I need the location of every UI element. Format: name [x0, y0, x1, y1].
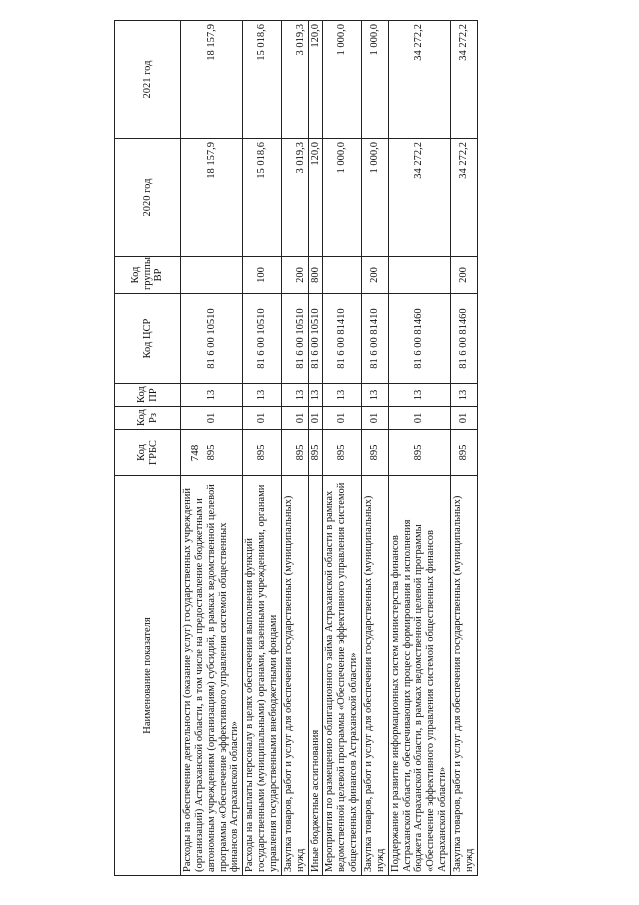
table-row	[281, 21, 308, 876]
cell-grbs: 895	[181, 430, 243, 476]
cell-2021: 1 000,0	[362, 21, 389, 139]
cell-pr: 13	[243, 384, 282, 407]
cell-csr: 81 6 00 81410	[323, 294, 362, 384]
header-2020: 2020 год	[115, 139, 181, 257]
cell-2021: 15 018,6	[243, 21, 282, 139]
table-row	[323, 21, 362, 876]
cell-2020: 1 000,0	[362, 139, 389, 257]
cell-2020: 15 018,6	[243, 139, 282, 257]
cell-name: Закупка товаров, работ и услуг для обеспечения государственных (муниципальных) нужд	[362, 476, 389, 876]
cell-grbs: 895	[308, 430, 323, 476]
header-pr: Код ПР	[115, 384, 181, 407]
cell-rz: 01	[323, 407, 362, 430]
cell-pr: 13	[281, 384, 308, 407]
cell-2020: 18 157,9	[181, 139, 243, 257]
cell-pr: 13	[451, 384, 478, 407]
cell-name: Иные бюджетные ассигнования	[308, 476, 323, 876]
header-rz: Код Рз	[115, 407, 181, 430]
cell-pr: 13	[323, 384, 362, 407]
cell-name: Мероприятия по размещению облигационного займа Астраханской области в рамках ведомственной целевой программы «Обеспечение эффективного управления системой общественных финансов Астраханской области»	[323, 476, 362, 876]
table-row	[308, 21, 323, 876]
table-row	[362, 21, 389, 876]
cell-vr	[323, 257, 362, 294]
table-row	[388, 21, 450, 876]
table-row	[243, 21, 282, 876]
cell-rz: 01	[388, 407, 450, 430]
cell-vr: 200	[451, 257, 478, 294]
table-row	[451, 21, 478, 876]
cell-csr: 81 6 00 10510	[181, 294, 243, 384]
cell-2021: 1 000,0	[323, 21, 362, 139]
cell-2020: 120,0	[308, 139, 323, 257]
cell-2020: 34 272,2	[451, 139, 478, 257]
cell-grbs: 895	[243, 430, 282, 476]
header-grbs: Код ГРБС	[115, 430, 181, 476]
cell-name: Расходы на выплаты персоналу в целях обеспечения выполнения функций государственными (муниципальными) органами, казенными учреждениями, органами управления государственными внебюджетными фондами	[243, 476, 282, 876]
header-2021: 2021 год	[115, 21, 181, 139]
cell-rz: 01	[451, 407, 478, 430]
table-row	[181, 21, 243, 876]
cell-pr: 13	[388, 384, 450, 407]
cell-vr: 200	[362, 257, 389, 294]
cell-rz: 01	[362, 407, 389, 430]
header-csr: Код ЦСР	[115, 294, 181, 384]
cell-name: Расходы на обеспечение деятельности (оказание услуг) государственных учреждений (организаций) Астраханской области, в том числе на предоставление бюджетным и автономным учреждениям (организациям) субсидий, в рамках ведомственной целевой программы «Обеспечение эффективного управления системой общественных финансов Астраханской области»	[181, 476, 243, 876]
rotated-page	[114, 21, 542, 876]
cell-grbs: 895	[451, 430, 478, 476]
cell-grbs: 895	[362, 430, 389, 476]
budget-table	[114, 20, 478, 876]
page-number: 748	[189, 444, 201, 462]
cell-grbs: 895	[388, 430, 450, 476]
cell-2020: 1 000,0	[323, 139, 362, 257]
cell-csr: 81 6 00 81460	[451, 294, 478, 384]
cell-csr: 81 6 00 10510	[308, 294, 323, 384]
cell-name: Поддержание и развитие информационных систем министерства финансов Астраханской области, обеспечивающих процесс формирования и исполнения бюджета Астраханской области, в рамках ведомственной целевой программы «Обеспечение эффективного управления системой общественных финансов Астраханской области»	[388, 476, 450, 876]
cell-grbs: 895	[281, 430, 308, 476]
cell-rz: 01	[243, 407, 282, 430]
cell-vr: 800	[308, 257, 323, 294]
cell-rz: 01	[281, 407, 308, 430]
cell-2020: 34 272,2	[388, 139, 450, 257]
cell-vr: 200	[281, 257, 308, 294]
cell-grbs: 895	[323, 430, 362, 476]
cell-vr: 100	[243, 257, 282, 294]
cell-vr	[181, 257, 243, 294]
cell-2020: 3 019,3	[281, 139, 308, 257]
cell-2021: 34 272,2	[451, 21, 478, 139]
cell-csr: 81 6 00 10510	[243, 294, 282, 384]
header-name: Наименование показателя	[115, 476, 181, 876]
cell-vr	[388, 257, 450, 294]
table-header-row	[115, 21, 181, 876]
cell-name: Закупка товаров, работ и услуг для обеспечения государственных (муниципальных) нужд	[281, 476, 308, 876]
cell-2021: 34 272,2	[388, 21, 450, 139]
cell-pr: 13	[181, 384, 243, 407]
cell-csr: 81 6 00 81460	[388, 294, 450, 384]
cell-rz: 01	[308, 407, 323, 430]
cell-csr: 81 6 00 81410	[362, 294, 389, 384]
cell-2021: 18 157,9	[181, 21, 243, 139]
cell-2021: 120,0	[308, 21, 323, 139]
cell-name: Закупка товаров, работ и услуг для обеспечения государственных (муниципальных) нужд	[451, 476, 478, 876]
cell-2021: 3 019,3	[281, 21, 308, 139]
header-vr: Код группы ВР	[115, 257, 181, 294]
cell-pr: 13	[308, 384, 323, 407]
cell-csr: 81 6 00 10510	[281, 294, 308, 384]
cell-pr: 13	[362, 384, 389, 407]
cell-rz: 01	[181, 407, 243, 430]
